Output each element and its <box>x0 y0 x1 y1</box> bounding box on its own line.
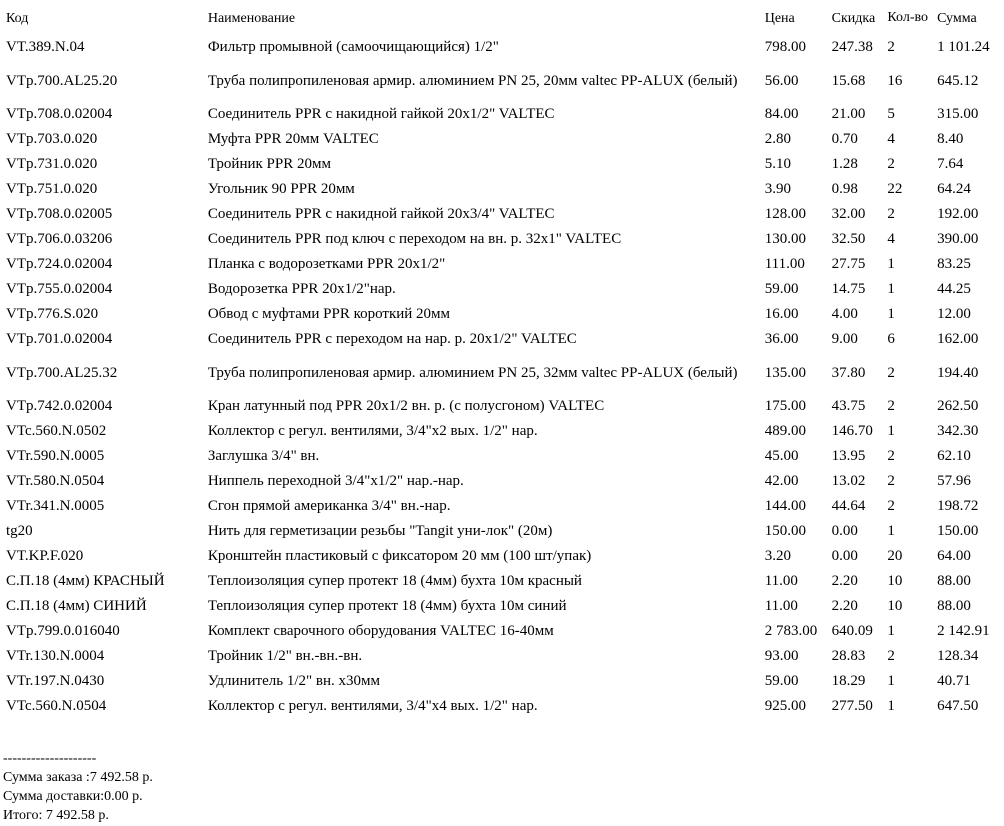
cell-code: VTp.700.AL25.32 <box>6 364 118 381</box>
cell-qty: 1 <box>887 698 895 714</box>
cell-price: 2.80 <box>764 131 791 147</box>
cell-discount: 37.80 <box>831 364 866 381</box>
cell-qty: 10 <box>887 598 903 614</box>
cell-qty: 2 <box>887 39 895 55</box>
cell-code: VTc.560.N.0504 <box>6 698 107 714</box>
cell-name: Теплоизоляция супер протект 18 (4мм) бухта 10м красный <box>207 573 582 589</box>
cell-discount: 43.75 <box>831 398 866 414</box>
cell-price: 175.00 <box>764 398 806 414</box>
cell-qty: 10 <box>887 573 903 589</box>
cell-name: Нить для герметизации резьбы "Tangit уни-лок" (20м) <box>207 523 553 539</box>
cell-sum: 192.00 <box>937 206 979 222</box>
cell-qty: 2 <box>887 364 895 381</box>
cell-discount: 0.00 <box>831 548 858 564</box>
cell-discount: 13.02 <box>831 473 866 489</box>
table-row <box>5 228 999 251</box>
cell-price: 59.00 <box>764 281 799 297</box>
table-row <box>5 278 999 301</box>
cell-name: Угольник 90 PPR 20мм <box>207 181 355 197</box>
table-row <box>5 520 999 543</box>
cell-price: 111.00 <box>764 256 805 272</box>
cell-name: Ниппель переходной 3/4"x1/2" нар.-нар. <box>207 473 464 489</box>
cell-code: VTp.751.0.020 <box>6 181 98 197</box>
cell-name: Соединитель PPR с накидной гайкой 20x3/4" VALTEC <box>207 206 555 222</box>
cell-sum: 1 101.24 <box>937 39 990 55</box>
cell-qty: 16 <box>887 72 903 89</box>
table-row <box>5 253 999 276</box>
cell-discount: 247.38 <box>831 39 873 55</box>
cell-sum: 194.40 <box>937 364 979 381</box>
cell-code: VTp.724.0.02004 <box>6 256 113 272</box>
cell-price: 5.10 <box>764 156 791 172</box>
table-row <box>5 395 999 418</box>
cell-qty: 1 <box>887 256 895 272</box>
cell-sum: 262.50 <box>937 398 979 414</box>
cell-name: Коллектор с регул. вентилями, 3/4"x4 вых. 1/2" нар. <box>207 698 538 714</box>
cell-sum: 128.34 <box>937 648 979 664</box>
cell-discount: 2.20 <box>831 573 858 589</box>
cell-code: VT.KP.F.020 <box>6 548 84 564</box>
cell-qty: 2 <box>887 156 895 172</box>
cell-sum: 8.40 <box>937 131 964 147</box>
cell-name: Удлинитель 1/2" вн. x30мм <box>207 673 380 689</box>
cell-qty: 20 <box>887 548 903 564</box>
cell-price: 84.00 <box>764 106 799 122</box>
table-row <box>5 178 999 201</box>
cell-price: 128.00 <box>764 206 806 222</box>
cell-price: 16.00 <box>764 306 799 322</box>
cell-name: Фильтр промывной (самоочищающийся) 1/2" <box>207 39 499 55</box>
cell-discount: 0.98 <box>831 181 858 197</box>
cell-discount: 4.00 <box>831 306 858 322</box>
cell-name: Труба полипропиленовая армир. алюминием PN 25, 20мм valtec PP-ALUX (белый) <box>207 72 738 89</box>
cell-code: С.П.18 (4мм) СИНИЙ <box>6 598 147 614</box>
cell-qty: 2 <box>887 473 895 489</box>
cell-discount: 32.50 <box>831 231 866 247</box>
cell-code: VTr.197.N.0430 <box>6 673 105 689</box>
cell-code: VTp.706.0.03206 <box>6 231 113 247</box>
cell-discount: 0.70 <box>831 131 858 147</box>
cell-sum: 150.00 <box>937 523 979 539</box>
header-qty: Кол-во <box>887 10 929 25</box>
order-sum: Сумма заказа :7 492.58 р. <box>3 770 153 785</box>
cell-name: Соединитель PPR под ключ с переходом на вн. р. 32x1" VALTEC <box>207 231 622 247</box>
cell-qty: 1 <box>887 523 895 539</box>
header-sum: Сумма <box>937 10 977 26</box>
header-discount: Скидка <box>831 10 876 26</box>
cell-code: VTr.590.N.0005 <box>6 448 105 464</box>
cell-code: VTr.580.N.0504 <box>6 473 105 489</box>
cell-discount: 28.83 <box>831 648 866 664</box>
cell-discount: 2.20 <box>831 598 858 614</box>
cell-code: VTp.708.0.02004 <box>6 106 113 122</box>
cell-price: 489.00 <box>764 423 806 439</box>
table-row <box>5 445 999 468</box>
cell-name: Сгон прямой американка 3/4" вн.-нар. <box>207 498 451 514</box>
cell-sum: 64.24 <box>937 181 971 197</box>
table-row <box>5 420 999 443</box>
cell-code: VTc.560.N.0502 <box>6 423 107 439</box>
cell-name: Водорозетка PPR 20x1/2"нар. <box>207 281 396 297</box>
cell-sum: 198.72 <box>937 498 979 514</box>
table-row <box>5 353 999 393</box>
cell-qty: 2 <box>887 206 895 222</box>
cell-price: 144.00 <box>764 498 806 514</box>
cell-code: VTp.708.0.02005 <box>6 206 113 222</box>
cell-code: VTp.742.0.02004 <box>6 398 113 414</box>
cell-name: Кран латунный под PPR 20x1/2 вн. р. (с полусгоном) VALTEC <box>207 398 605 414</box>
cell-name: Коллектор с регул. вентилями, 3/4"x2 вых. 1/2" нар. <box>207 423 538 439</box>
cell-qty: 22 <box>887 181 903 197</box>
cell-code: VTp.701.0.02004 <box>6 331 113 347</box>
cell-discount: 0.00 <box>831 523 858 539</box>
cell-name: Муфта PPR 20мм VALTEC <box>207 131 379 147</box>
cell-price: 45.00 <box>764 448 799 464</box>
order-summary <box>3 749 153 825</box>
cell-sum: 88.00 <box>937 598 971 614</box>
table-row <box>5 570 999 593</box>
cell-price: 130.00 <box>764 231 806 247</box>
header-price: Цена <box>764 10 795 26</box>
cell-discount: 9.00 <box>831 331 858 347</box>
table-row <box>5 470 999 493</box>
cell-qty: 2 <box>887 398 895 414</box>
cell-code: VTp.755.0.02004 <box>6 281 113 297</box>
cell-price: 3.20 <box>764 548 791 564</box>
cell-code: VTr.130.N.0004 <box>6 648 105 664</box>
table-row <box>5 595 999 618</box>
cell-price: 798.00 <box>764 39 806 55</box>
cell-price: 59.00 <box>764 673 799 689</box>
delivery-sum: Сумма доставки:0.00 р. <box>3 789 143 804</box>
cell-name: Обвод с муфтами PPR короткий 20мм <box>207 306 451 322</box>
cell-discount: 32.00 <box>831 206 866 222</box>
cell-sum: 390.00 <box>937 231 979 247</box>
cell-code: VTp.703.0.020 <box>6 131 98 147</box>
cell-discount: 21.00 <box>831 106 866 122</box>
cell-sum: 7.64 <box>937 156 964 172</box>
cell-price: 11.00 <box>764 573 798 589</box>
cell-sum: 88.00 <box>937 573 971 589</box>
header-code: Код <box>6 10 29 26</box>
cell-qty: 1 <box>887 423 895 439</box>
cell-discount: 640.09 <box>831 623 873 639</box>
table-row <box>5 303 999 326</box>
cell-qty: 4 <box>887 131 895 147</box>
cell-qty: 1 <box>887 623 895 639</box>
cell-sum: 62.10 <box>937 448 971 464</box>
cell-name: Труба полипропиленовая армир. алюминием PN 25, 32мм valtec PP-ALUX (белый) <box>207 364 738 381</box>
cell-name: Соединитель PPR с переходом на нар. р. 20x1/2" VALTEC <box>207 331 577 347</box>
cell-discount: 14.75 <box>831 281 866 297</box>
cell-price: 36.00 <box>764 331 799 347</box>
cell-name: Комплект сварочного оборудования VALTEC 16-40мм <box>207 623 554 639</box>
cell-sum: 64.00 <box>937 548 971 564</box>
cell-sum: 645.12 <box>937 72 979 89</box>
cell-sum: 83.25 <box>937 256 971 272</box>
cell-price: 2 783.00 <box>764 623 818 639</box>
cell-discount: 18.29 <box>831 673 866 689</box>
cell-qty: 5 <box>887 106 895 122</box>
table-header-row <box>5 2 999 34</box>
cell-qty: 6 <box>887 331 895 347</box>
cell-price: 135.00 <box>764 364 806 381</box>
cell-code: С.П.18 (4мм) КРАСНЫЙ <box>6 573 165 589</box>
cell-price: 925.00 <box>764 698 806 714</box>
order-table <box>3 0 1001 720</box>
cell-price: 56.00 <box>764 72 799 89</box>
cell-discount: 277.50 <box>831 698 873 714</box>
cell-sum: 647.50 <box>937 698 979 714</box>
cell-sum: 162.00 <box>937 331 979 347</box>
summary-separator: -------------------- <box>3 751 97 766</box>
table-row <box>5 670 999 693</box>
table-row <box>5 128 999 151</box>
table-row <box>5 61 999 101</box>
cell-code: VTp.731.0.020 <box>6 156 98 172</box>
order-total: Итого: 7 492.58 р. <box>3 808 109 823</box>
cell-code: VTr.341.N.0005 <box>6 498 105 514</box>
table-row <box>5 495 999 518</box>
cell-qty: 1 <box>887 281 895 297</box>
cell-discount: 1.28 <box>831 156 858 172</box>
cell-price: 3.90 <box>764 181 791 197</box>
cell-discount: 146.70 <box>831 423 873 439</box>
cell-sum: 40.71 <box>937 673 971 689</box>
cell-discount: 15.68 <box>831 72 866 89</box>
cell-price: 93.00 <box>764 648 799 664</box>
cell-qty: 1 <box>887 673 895 689</box>
table-row <box>5 153 999 176</box>
table-row <box>5 36 999 59</box>
table-row <box>5 103 999 126</box>
table-row <box>5 695 999 718</box>
cell-qty: 2 <box>887 648 895 664</box>
cell-price: 42.00 <box>764 473 799 489</box>
cell-sum: 44.25 <box>937 281 971 297</box>
cell-name: Тройник PPR 20мм <box>207 156 331 172</box>
cell-name: Заглушка 3/4" вн. <box>207 448 320 464</box>
cell-qty: 2 <box>887 448 895 464</box>
table-row <box>5 328 999 351</box>
cell-qty: 2 <box>887 498 895 514</box>
table-row <box>5 203 999 226</box>
cell-price: 150.00 <box>764 523 806 539</box>
cell-discount: 27.75 <box>831 256 866 272</box>
cell-code: VTp.700.AL25.20 <box>6 72 118 89</box>
cell-code: VTp.776.S.020 <box>6 306 99 322</box>
table-row <box>5 620 999 643</box>
cell-qty: 1 <box>887 306 895 322</box>
cell-discount: 13.95 <box>831 448 866 464</box>
table-row <box>5 545 999 568</box>
cell-price: 11.00 <box>764 598 798 614</box>
cell-code: tg20 <box>6 523 33 539</box>
cell-sum: 12.00 <box>937 306 971 322</box>
cell-qty: 4 <box>887 231 895 247</box>
cell-name: Теплоизоляция супер протект 18 (4мм) бухта 10м синий <box>207 598 567 614</box>
cell-sum: 315.00 <box>937 106 979 122</box>
cell-sum: 2 142.91 <box>937 623 990 639</box>
cell-discount: 44.64 <box>831 498 866 514</box>
cell-sum: 342.30 <box>937 423 979 439</box>
cell-code: VT.389.N.04 <box>6 39 85 55</box>
header-name: Наименование <box>207 10 296 26</box>
cell-name: Тройник 1/2" вн.-вн.-вн. <box>207 648 363 664</box>
cell-name: Кронштейн пластиковый с фиксатором 20 мм (100 шт/упак) <box>207 548 592 564</box>
table-row <box>5 645 999 668</box>
cell-name: Соединитель PPR с накидной гайкой 20x1/2" VALTEC <box>207 106 555 122</box>
cell-code: VTp.799.0.016040 <box>6 623 120 639</box>
cell-sum: 57.96 <box>937 473 971 489</box>
cell-name: Планка с водорозетками PPR 20x1/2" <box>207 256 446 272</box>
